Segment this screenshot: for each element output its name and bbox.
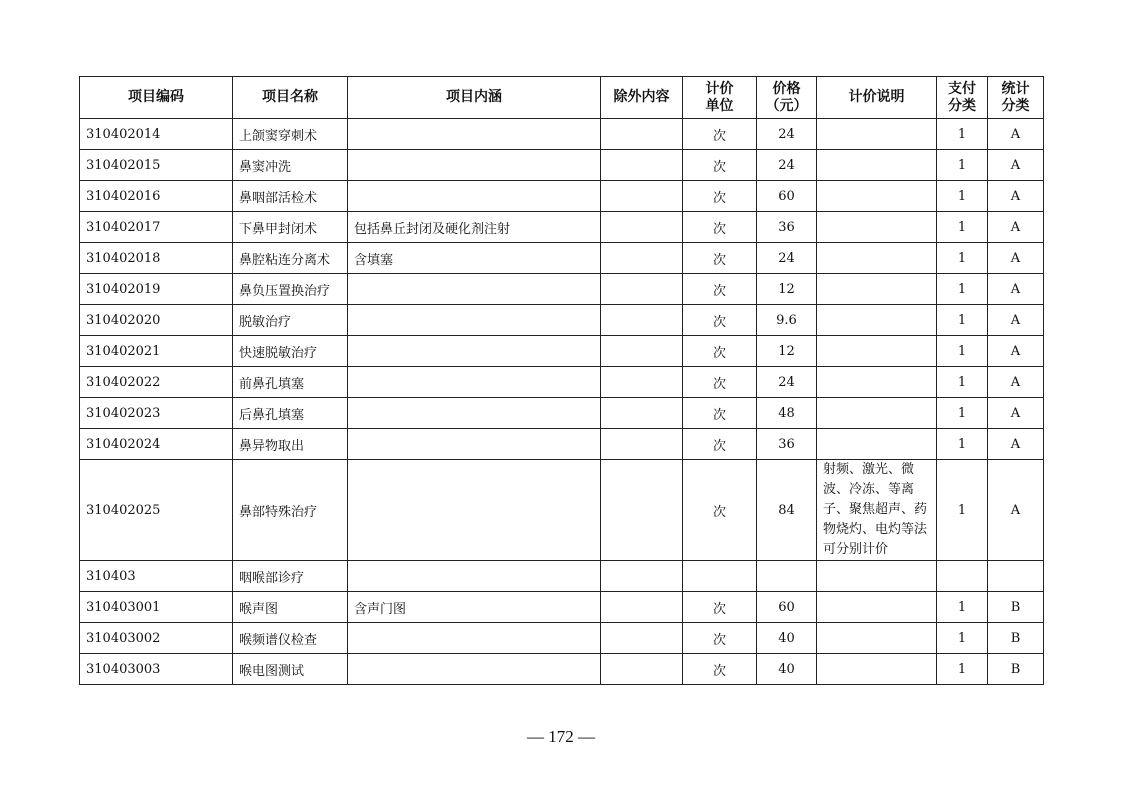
cell-stat: A (988, 305, 1044, 336)
cell-excluded (601, 212, 683, 243)
cell-unit: 次 (683, 336, 757, 367)
cell-note (817, 150, 937, 181)
cell-pay: 1 (937, 336, 988, 367)
cell-name: 下鼻甲封闭术 (233, 212, 348, 243)
cell-price: 12 (757, 274, 817, 305)
cell-content (348, 336, 601, 367)
cell-unit: 次 (683, 429, 757, 460)
cell-note (817, 212, 937, 243)
cell-content (348, 274, 601, 305)
cell-stat: A (988, 398, 1044, 429)
cell-price: 48 (757, 398, 817, 429)
cell-content (348, 181, 601, 212)
header-unit-line1: 计价 (705, 80, 734, 97)
header-name: 项目名称 (233, 77, 348, 119)
cell-unit: 次 (683, 181, 757, 212)
cell-code: 310403001 (80, 592, 233, 623)
cell-price: 24 (757, 243, 817, 274)
header-pay (937, 77, 988, 119)
table-row (80, 561, 1044, 592)
cell-content (348, 398, 601, 429)
header-unit (683, 77, 757, 119)
cell-unit: 次 (683, 460, 757, 561)
cell-name: 鼻异物取出 (233, 429, 348, 460)
header-stat-line2: 分类 (1001, 97, 1030, 114)
cell-content (348, 623, 601, 654)
table-row (80, 623, 1044, 654)
header-price-line1: 价格 (772, 80, 801, 97)
table-row (80, 654, 1044, 685)
cell-unit: 次 (683, 592, 757, 623)
cell-code: 310402022 (80, 367, 233, 398)
cell-note (817, 181, 937, 212)
cell-price: 40 (757, 623, 817, 654)
table-row (80, 274, 1044, 305)
cell-unit: 次 (683, 243, 757, 274)
cell-name: 鼻窦冲洗 (233, 150, 348, 181)
cell-pay: 1 (937, 623, 988, 654)
cell-name: 鼻腔粘连分离术 (233, 243, 348, 274)
cell-code: 310402014 (80, 119, 233, 150)
cell-price: 24 (757, 150, 817, 181)
cell-code: 310402018 (80, 243, 233, 274)
cell-excluded (601, 181, 683, 212)
header-note: 计价说明 (817, 77, 937, 119)
cell-price: 40 (757, 654, 817, 685)
header-unit-line2: 单位 (705, 97, 734, 114)
cell-note (817, 336, 937, 367)
cell-price: 24 (757, 119, 817, 150)
cell-code: 310403002 (80, 623, 233, 654)
cell-note (817, 429, 937, 460)
cell-excluded (601, 460, 683, 561)
cell-name: 咽喉部诊疗 (233, 561, 348, 592)
cell-price: 84 (757, 460, 817, 561)
cell-stat: A (988, 274, 1044, 305)
cell-pay: 1 (937, 243, 988, 274)
page-number: — 172 — (527, 727, 595, 746)
table-row (80, 592, 1044, 623)
table-row (80, 119, 1044, 150)
header-stat (988, 77, 1044, 119)
cell-content: 包括鼻丘封闭及硬化剂注射 (348, 212, 601, 243)
cell-name: 鼻部特殊治疗 (233, 460, 348, 561)
table-row (80, 460, 1044, 561)
cell-stat: B (988, 592, 1044, 623)
header-stat-line1: 统计 (1001, 80, 1030, 97)
header-content: 项目内涵 (348, 77, 601, 119)
cell-excluded (601, 623, 683, 654)
cell-code: 310402025 (80, 460, 233, 561)
cell-stat: A (988, 367, 1044, 398)
cell-content (348, 119, 601, 150)
cell-code: 310402019 (80, 274, 233, 305)
cell-pay: 1 (937, 305, 988, 336)
cell-content: 含声门图 (348, 592, 601, 623)
cell-excluded (601, 654, 683, 685)
cell-pay: 1 (937, 181, 988, 212)
cell-unit: 次 (683, 212, 757, 243)
cell-stat: A (988, 243, 1044, 274)
cell-unit (683, 561, 757, 592)
cell-content: 含填塞 (348, 243, 601, 274)
cell-pay (937, 561, 988, 592)
cell-note (817, 561, 937, 592)
table-row (80, 212, 1044, 243)
cell-price: 12 (757, 336, 817, 367)
cell-stat: A (988, 429, 1044, 460)
cell-price: 36 (757, 429, 817, 460)
cell-unit: 次 (683, 150, 757, 181)
cell-excluded (601, 592, 683, 623)
cell-unit: 次 (683, 305, 757, 336)
cell-stat (988, 561, 1044, 592)
table-row (80, 336, 1044, 367)
cell-excluded (601, 243, 683, 274)
cell-pay: 1 (937, 150, 988, 181)
cell-unit: 次 (683, 398, 757, 429)
cell-stat: B (988, 623, 1044, 654)
cell-name: 鼻负压置换治疗 (233, 274, 348, 305)
table-row (80, 181, 1044, 212)
cell-content (348, 654, 601, 685)
cell-code: 310402021 (80, 336, 233, 367)
cell-content (348, 429, 601, 460)
table-row (80, 243, 1044, 274)
cell-name: 上颌窦穿刺术 (233, 119, 348, 150)
cell-unit: 次 (683, 119, 757, 150)
cell-excluded (601, 274, 683, 305)
cell-pay: 1 (937, 654, 988, 685)
cell-price: 24 (757, 367, 817, 398)
cell-name: 脱敏治疗 (233, 305, 348, 336)
header-price (757, 77, 817, 119)
price-table (79, 76, 1044, 685)
header-pay-line2: 分类 (948, 97, 976, 114)
cell-pay: 1 (937, 592, 988, 623)
cell-note: 射频、激光、微波、冷冻、等离子、聚焦超声、药物烧灼、电灼等法可分别计价 (817, 460, 937, 561)
cell-unit: 次 (683, 654, 757, 685)
cell-code: 310403003 (80, 654, 233, 685)
table-row (80, 429, 1044, 460)
cell-excluded (601, 367, 683, 398)
cell-stat: A (988, 212, 1044, 243)
table-row (80, 367, 1044, 398)
cell-name: 快速脱敏治疗 (233, 336, 348, 367)
cell-code: 310402020 (80, 305, 233, 336)
cell-note (817, 623, 937, 654)
header-price-line2: （元） (765, 97, 808, 114)
cell-content (348, 460, 601, 561)
cell-excluded (601, 561, 683, 592)
table-row (80, 398, 1044, 429)
cell-note (817, 305, 937, 336)
cell-unit: 次 (683, 367, 757, 398)
cell-stat: A (988, 181, 1044, 212)
cell-excluded (601, 305, 683, 336)
cell-price: 60 (757, 181, 817, 212)
cell-stat: A (988, 336, 1044, 367)
cell-name: 前鼻孔填塞 (233, 367, 348, 398)
cell-price: 60 (757, 592, 817, 623)
cell-code: 310402016 (80, 181, 233, 212)
table-row (80, 150, 1044, 181)
cell-price: 36 (757, 212, 817, 243)
cell-excluded (601, 336, 683, 367)
cell-stat: A (988, 119, 1044, 150)
cell-name: 鼻咽部活检术 (233, 181, 348, 212)
cell-pay: 1 (937, 367, 988, 398)
cell-code: 310403 (80, 561, 233, 592)
cell-pay: 1 (937, 398, 988, 429)
cell-pay: 1 (937, 212, 988, 243)
cell-stat: A (988, 460, 1044, 561)
cell-note (817, 119, 937, 150)
cell-excluded (601, 398, 683, 429)
cell-note (817, 654, 937, 685)
cell-unit: 次 (683, 623, 757, 654)
cell-content (348, 367, 601, 398)
cell-content (348, 305, 601, 336)
cell-content (348, 150, 601, 181)
cell-stat: B (988, 654, 1044, 685)
cell-code: 310402015 (80, 150, 233, 181)
cell-note (817, 243, 937, 274)
cell-excluded (601, 119, 683, 150)
cell-name: 喉电图测试 (233, 654, 348, 685)
cell-pay: 1 (937, 274, 988, 305)
header-excluded: 除外内容 (601, 77, 683, 119)
cell-name: 喉声图 (233, 592, 348, 623)
header-row (80, 77, 1044, 119)
cell-note (817, 398, 937, 429)
cell-excluded (601, 150, 683, 181)
cell-content (348, 561, 601, 592)
cell-pay: 1 (937, 460, 988, 561)
cell-price (757, 561, 817, 592)
cell-note (817, 592, 937, 623)
cell-code: 310402023 (80, 398, 233, 429)
cell-code: 310402024 (80, 429, 233, 460)
cell-note (817, 274, 937, 305)
cell-stat: A (988, 150, 1044, 181)
header-code: 项目编码 (80, 77, 233, 119)
cell-pay: 1 (937, 429, 988, 460)
cell-name: 喉频谱仪检查 (233, 623, 348, 654)
cell-code: 310402017 (80, 212, 233, 243)
cell-name: 后鼻孔填塞 (233, 398, 348, 429)
header-pay-line1: 支付 (948, 80, 976, 97)
cell-unit: 次 (683, 274, 757, 305)
table-row (80, 305, 1044, 336)
cell-note (817, 367, 937, 398)
cell-excluded (601, 429, 683, 460)
cell-pay: 1 (937, 119, 988, 150)
cell-price: 9.6 (757, 305, 817, 336)
